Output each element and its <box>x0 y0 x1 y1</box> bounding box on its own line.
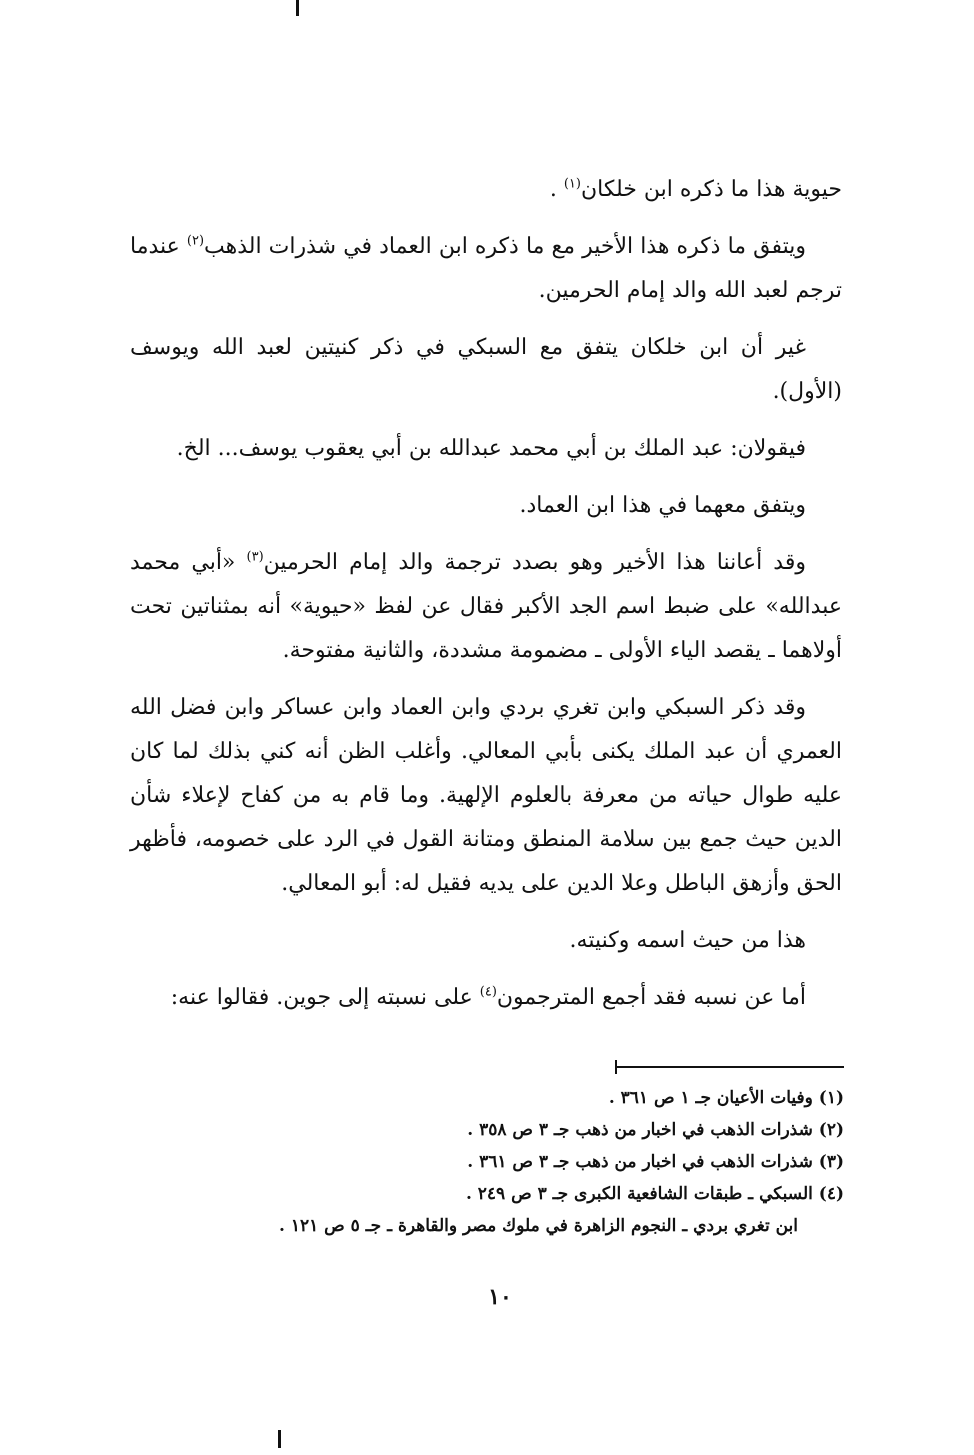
paragraph-9: أما عن نسبه فقد أجمع المترجمون$^{(٤)}$ على نسبته إلى جوين. فقالوا عنه: <box>170 984 806 1010</box>
footnote-ref-4[interactable]: (٤) <box>479 984 497 1000</box>
footnote-4: (٤) السبكي ـ طبقات الشافعية الكبرى جـ ٣ ص ٢٤٩ . <box>465 1184 844 1204</box>
footnote-separator-end <box>615 1060 617 1074</box>
paragraph-6: وقد أعاننا هذا الأخير وهو بصدد ترجمة والد إمام الحرمين$^{(٣)}$ «أبي محمد عبدالله» على ضبط اسم الجد الأكبر فقال عن لفظ «حيوية» أنه بمثناتين تحت أولاهما ـ يقصد الياء الأولى ـ مضمومة مشددة، والثانية مفتوحة. <box>130 549 842 663</box>
footnote-4-continuation: ابن تغري بردي ـ النجوم الزاهرة في ملوك مصر والقاهرة ـ جـ ٥ ص ١٢١ . <box>278 1216 798 1236</box>
page-number: ١٠ <box>488 1284 512 1310</box>
paragraph-3: غير أن ابن خلكان يتفق مع السبكي في ذكر كنيتين لعبد الله ويوسف (الأول). <box>130 335 842 404</box>
top-margin-mark <box>296 0 299 16</box>
footnote-2: (٢) شذرات الذهب في اخبار من ذهب جـ ٣ ص ٣٥٨ . <box>467 1120 844 1140</box>
paragraph-5: ويتفق معهما في هذا ابن العماد. <box>519 493 806 518</box>
paragraph-2: ويتفق ما ذكره هذا الأخير مع ما ذكره ابن العماد في شذرات الذهب$^{(٢)}$ عندما ترجم لعبد الله والد إمام الحرمين. <box>130 233 842 303</box>
paragraph-1: حيوية هذا ما ذكره ابن خلكان$^{(١)}$ . <box>549 176 842 202</box>
footnote-1: (١) وفيات الأعيان جـ ١ ص ٣٦١ . <box>608 1088 844 1108</box>
paragraph-4: فيقولان: عبد الملك بن أبي محمد عبدالله بن أبي يعقوب يوسف... الخ. <box>176 436 806 461</box>
footnote-separator <box>615 1066 844 1068</box>
paragraph-7: وقد ذكر السبكي وابن تغري بردي وابن العماد وابن عساكر وابن فضل الله العمري أن عبد الملك يكنى بأبي المعالي. وأغلب الظن أنه كني بذلك لما كان عليه طوال حياته من معرفة بالعلوم الإلهية. وما قام به من كفاح لإعلاء شأن الدين حيث جمع بين سلامة المنطق ومتانة القول في الرد على خصومه، فأظهر الحق وأزهق الباطل وعلا الدين على يديه فقيل له: أبو المعالي. <box>130 695 842 896</box>
main-text <box>130 168 842 1033</box>
footnote-3: (٣) شذرات الذهب في اخبار من ذهب جـ ٣ ص ٣٦١ . <box>467 1152 844 1172</box>
paragraph-8: هذا من حيث اسمه وكنيته. <box>569 928 806 953</box>
footnote-ref-3[interactable]: (٣) <box>246 549 264 565</box>
footnotes <box>200 1082 844 1242</box>
bottom-margin-mark <box>278 1430 281 1448</box>
footnote-ref-1[interactable]: (١) <box>563 176 581 192</box>
footnote-ref-2[interactable]: (٢) <box>186 233 205 249</box>
